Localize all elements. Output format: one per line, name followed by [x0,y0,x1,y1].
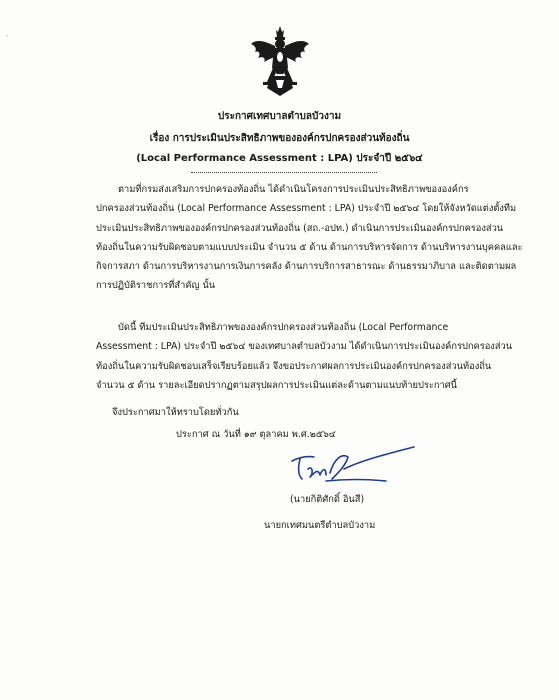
paragraph-line: Assessment : LPA) ประจำปี ๒๕๖๔ ของเทศบาลตำบลบัวงาม ได้ดำเนินการประเมินองค์กรปกครองส่วน [96,341,513,353]
paragraph-line: จำนวน ๕ ด้าน รายละเอียดปรากฏตามสรุปผลการประเมินแต่ละด้านตามแนบท้ายประกาศนี้ [96,379,457,391]
paragraph-3: จึงประกาศมาให้ทราบโดยทั่วกัน [112,407,239,418]
paragraph-line: กิจการสภา ด้านการบริหารงานการเงินการคลัง ด้านการบริการสาธารณะ ด้านธรรมาภิบาล และติดตามผล [96,261,517,273]
signatory-title: นายกเทศมนตรีตำบลบัวงาม [264,520,376,531]
announcement-subject: เรื่อง การประเมินประสิทธิภาพขององค์กรปกครองส่วนท้องถิ่น [149,133,410,144]
scan-mark: ˇ [5,35,9,43]
paragraph-1 [96,180,523,296]
garuda-emblem-icon [249,24,311,98]
announcement-date: ประกาศ ณ วันที่ ๑๙ ตุลาคม พ.ศ.๒๕๖๔ [176,429,336,440]
paragraph-line: ปกครองส่วนท้องถิ่น (Local Performance Assessment : LPA) ประจำปี ๒๕๖๔ โดยให้จังหวัดแต่งตั้งทีม [96,203,517,215]
paragraph-line: บัดนี้ ทีมประเมินประสิทธิภาพขององค์กรปกครองส่วนท้องถิ่น (Local Performance [118,322,449,333]
signatory-name: (นายกิติศักดิ์ อินสี) [290,494,365,505]
paragraph-2 [96,318,513,395]
handwritten-signature [286,439,418,489]
paragraph-line: ท้องถิ่นในความรับผิดชอบเสร็จเรียบร้อยแล้ว จึงขอประกาศผลการประเมินองค์กรปกครองส่วนท้องถิ่น [96,360,492,372]
paragraph-line: ตามที่กรมส่งเสริมการปกครองท้องถิ่น ได้ดำเนินโครงการประเมินประสิทธิภาพขององค์กร [118,184,469,195]
announcement-subtitle: (Local Performance Assessment : LPA) ประจำปี ๒๕๖๔ [136,153,423,164]
announcement-org: ประกาศเทศบาลตำบลบัวงาม [217,111,342,122]
paragraph-line: การปฏิบัติราชการที่สำคัญ นั้น [96,280,216,292]
paragraph-line: ท้องถิ่นในความรับผิดชอบตามแบบประเมิน จำนวน ๕ ด้าน ด้านการบริหารจัดการ ด้านบริหารงานบุคคลและ [96,241,523,253]
paragraph-line: ประเมินประสิทธิภาพขององค์กรปกครองส่วนท้องถิ่น (สถ.-อปท.) ดำเนินการประเมินองค์กรปกครองส่วน [96,222,504,234]
dotted-divider [191,172,377,173]
